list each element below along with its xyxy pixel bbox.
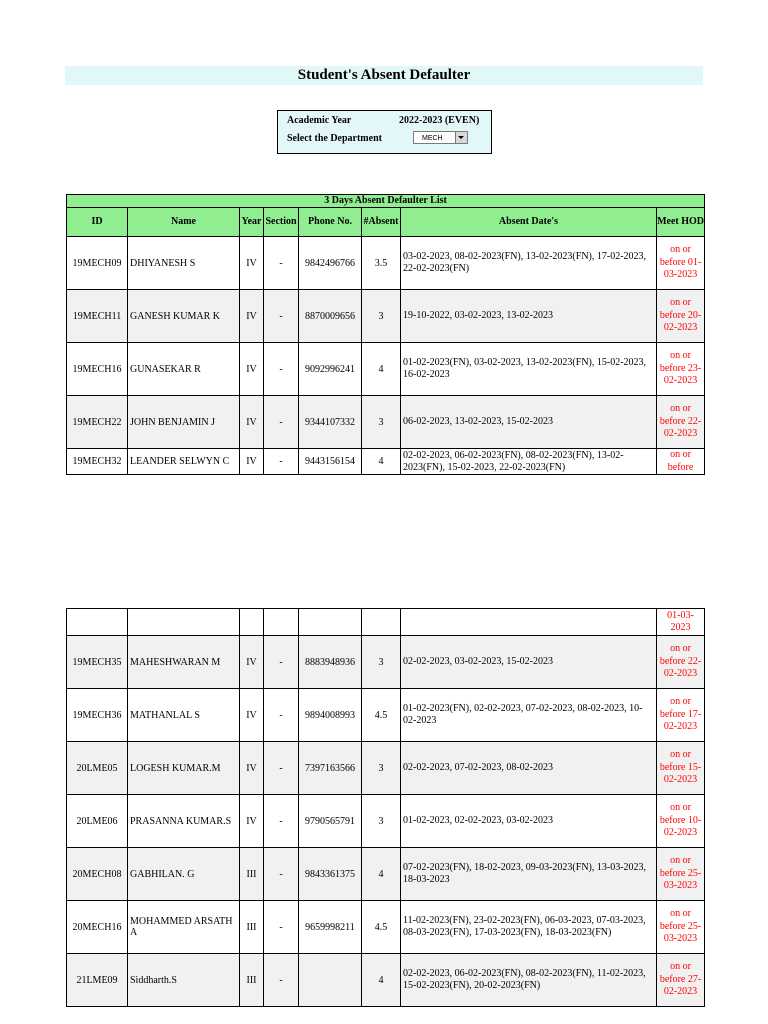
student-name: MOHAMMED ARSATH A (128, 901, 240, 954)
academic-year-label: Academic Year (287, 115, 352, 126)
table-row (67, 343, 705, 396)
table-caption: 3 Days Absent Defaulter List (67, 195, 705, 208)
meet-hod-deadline: on or before 17-02-2023 (657, 689, 705, 742)
meet-hod-deadline: on or before 20-02-2023 (657, 290, 705, 343)
table-row (67, 237, 705, 290)
table-row (67, 901, 705, 954)
column-header-absent-dates: Absent Date's (401, 208, 657, 237)
page-title: Student's Absent Defaulter (65, 66, 703, 85)
student-year: IV (240, 343, 264, 396)
academic-year-value: 2022-2023 (EVEN) (399, 115, 480, 126)
department-selected-value: MECH (422, 135, 443, 142)
empty-cell (240, 609, 264, 636)
department-label: Select the Department (287, 133, 382, 144)
meet-hod-deadline: on or before 22-02-2023 (657, 636, 705, 689)
absent-count: 3 (362, 742, 401, 795)
student-section: - (264, 742, 299, 795)
student-phone: 9443156154 (299, 449, 362, 475)
student-phone: 9843361375 (299, 848, 362, 901)
student-year: IV (240, 689, 264, 742)
table-row (67, 848, 705, 901)
student-id: 19MECH36 (67, 689, 128, 742)
absent-dates: 02-02-2023, 06-02-2023(FN), 08-02-2023(FN), 13-02-2023(FN), 15-02-2023, 22-02-2023(FN) (401, 449, 657, 475)
student-section: - (264, 848, 299, 901)
student-year: III (240, 848, 264, 901)
column-header-section: Section (264, 208, 299, 237)
table-row (67, 396, 705, 449)
meet-hod-deadline: on or before 22-02-2023 (657, 396, 705, 449)
defaulter-table-continued (66, 608, 705, 1007)
table-body-page2 (67, 609, 705, 1007)
absent-dates: 03-02-2023, 08-02-2023(FN), 13-02-2023(FN), 17-02-2023, 22-02-2023(FN) (401, 237, 657, 290)
filter-panel (277, 110, 492, 154)
student-year: IV (240, 449, 264, 475)
meet-hod-deadline: on or before 27-02-2023 (657, 954, 705, 1007)
student-name: Siddharth.S (128, 954, 240, 1007)
student-id: 20LME05 (67, 742, 128, 795)
student-name: LEANDER SELWYN C (128, 449, 240, 475)
absent-dates: 02-02-2023, 03-02-2023, 15-02-2023 (401, 636, 657, 689)
absent-dates: 01-02-2023(FN), 03-02-2023, 13-02-2023(FN), 15-02-2023, 16-02-2023 (401, 343, 657, 396)
meet-hod-deadline: on or before 01-03-2023 (657, 237, 705, 290)
student-name: LOGESH KUMAR.M (128, 742, 240, 795)
student-phone: 9659998211 (299, 901, 362, 954)
column-header-absent: #Absent (362, 208, 401, 237)
table-row-continuation (67, 609, 705, 636)
empty-cell (67, 609, 128, 636)
student-phone: 9344107332 (299, 396, 362, 449)
student-year: IV (240, 290, 264, 343)
column-header-phone: Phone No. (299, 208, 362, 237)
student-section: - (264, 237, 299, 290)
student-name: DHIYANESH S (128, 237, 240, 290)
student-section: - (264, 290, 299, 343)
meet-hod-deadline: on or before 25-03-2023 (657, 848, 705, 901)
student-name: MATHANLAL S (128, 689, 240, 742)
absent-dates: 02-02-2023, 07-02-2023, 08-02-2023 (401, 742, 657, 795)
empty-cell (128, 609, 240, 636)
student-id: 19MECH22 (67, 396, 128, 449)
student-id: 19MECH11 (67, 290, 128, 343)
absent-dates: 01-02-2023(FN), 02-02-2023, 07-02-2023, 08-02-2023, 10-02-2023 (401, 689, 657, 742)
absent-count: 3 (362, 636, 401, 689)
student-id: 19MECH16 (67, 343, 128, 396)
column-header-year: Year (240, 208, 264, 237)
student-id: 20MECH16 (67, 901, 128, 954)
table-header-row (67, 208, 705, 237)
empty-cell (362, 609, 401, 636)
student-phone (299, 954, 362, 1007)
column-header-id: ID (67, 208, 128, 237)
student-name: GANESH KUMAR K (128, 290, 240, 343)
student-section: - (264, 954, 299, 1007)
absent-count: 3.5 (362, 237, 401, 290)
table-row (67, 290, 705, 343)
absent-count: 3 (362, 396, 401, 449)
student-name: PRASANNA KUMAR.S (128, 795, 240, 848)
absent-count: 4.5 (362, 689, 401, 742)
student-year: III (240, 954, 264, 1007)
absent-dates: 07-02-2023(FN), 18-02-2023, 09-03-2023(FN), 13-03-2023, 18-03-2023 (401, 848, 657, 901)
student-phone: 8883948936 (299, 636, 362, 689)
empty-cell (264, 609, 299, 636)
student-id: 19MECH09 (67, 237, 128, 290)
student-id: 20MECH08 (67, 848, 128, 901)
student-id: 21LME09 (67, 954, 128, 1007)
table-row (67, 689, 705, 742)
student-id: 19MECH32 (67, 449, 128, 475)
student-phone: 9092996241 (299, 343, 362, 396)
student-section: - (264, 449, 299, 475)
absent-dates: 06-02-2023, 13-02-2023, 15-02-2023 (401, 396, 657, 449)
student-phone: 9894008993 (299, 689, 362, 742)
student-year: III (240, 901, 264, 954)
student-section: - (264, 901, 299, 954)
defaulter-table (66, 194, 705, 475)
student-name: GABHILAN. G (128, 848, 240, 901)
department-select[interactable] (413, 131, 468, 144)
table-row (67, 636, 705, 689)
student-phone: 8870009656 (299, 290, 362, 343)
student-section: - (264, 636, 299, 689)
empty-cell (299, 609, 362, 636)
meet-hod-deadline: on or before 15-02-2023 (657, 742, 705, 795)
absent-count: 4 (362, 848, 401, 901)
absent-count: 4 (362, 954, 401, 1007)
column-header-name: Name (128, 208, 240, 237)
meet-hod-deadline: on or before 10-02-2023 (657, 795, 705, 848)
absent-dates: 01-02-2023, 02-02-2023, 03-02-2023 (401, 795, 657, 848)
meet-hod-deadline: 01-03-2023 (657, 609, 705, 636)
student-name: JOHN BENJAMIN J (128, 396, 240, 449)
meet-hod-deadline: on or before (657, 449, 705, 475)
student-phone: 9790565791 (299, 795, 362, 848)
absent-count: 3 (362, 290, 401, 343)
student-id: 20LME06 (67, 795, 128, 848)
student-phone: 7397163566 (299, 742, 362, 795)
absent-count: 3 (362, 795, 401, 848)
student-section: - (264, 396, 299, 449)
table-row (67, 954, 705, 1007)
student-section: - (264, 795, 299, 848)
absent-dates: 19-10-2022, 03-02-2023, 13-02-2023 (401, 290, 657, 343)
student-year: IV (240, 742, 264, 795)
table-row (67, 795, 705, 848)
column-header-meet-hod: Meet HOD (657, 208, 705, 237)
meet-hod-deadline: on or before 23-02-2023 (657, 343, 705, 396)
absent-count: 4.5 (362, 901, 401, 954)
student-name: MAHESHWARAN M (128, 636, 240, 689)
meet-hod-deadline: on or before 25-03-2023 (657, 901, 705, 954)
student-section: - (264, 343, 299, 396)
chevron-down-icon[interactable] (455, 132, 467, 143)
student-year: IV (240, 237, 264, 290)
student-phone: 9842496766 (299, 237, 362, 290)
table-row (67, 742, 705, 795)
absent-dates: 11-02-2023(FN), 23-02-2023(FN), 06-03-2023, 07-03-2023, 08-03-2023(FN), 17-03-2023(FN), 18-03-2023(FN) (401, 901, 657, 954)
student-name: GUNASEKAR R (128, 343, 240, 396)
student-section: - (264, 689, 299, 742)
academic-year-row (287, 113, 489, 129)
empty-cell (401, 609, 657, 636)
student-year: IV (240, 795, 264, 848)
student-year: IV (240, 636, 264, 689)
absent-count: 4 (362, 449, 401, 475)
table-body-page1 (67, 237, 705, 475)
student-id: 19MECH35 (67, 636, 128, 689)
absent-dates: 02-02-2023, 06-02-2023(FN), 08-02-2023(FN), 11-02-2023, 15-02-2023(FN), 20-02-2023(FN) (401, 954, 657, 1007)
absent-count: 4 (362, 343, 401, 396)
student-year: IV (240, 396, 264, 449)
table-row (67, 449, 705, 475)
